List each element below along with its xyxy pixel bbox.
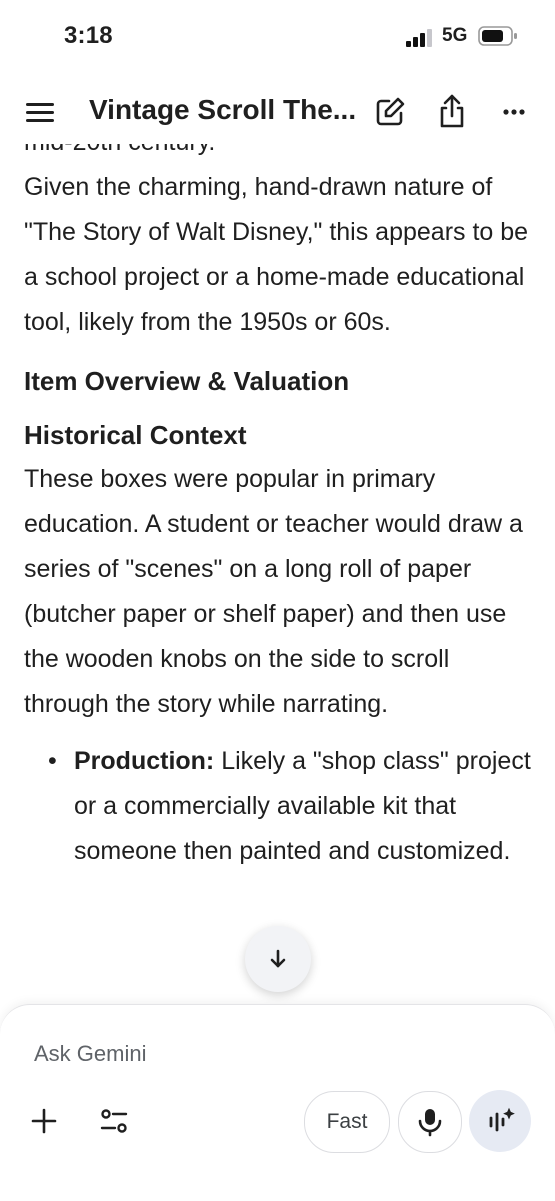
edit-button[interactable] xyxy=(372,94,408,130)
mic-button[interactable] xyxy=(398,1091,462,1153)
menu-button[interactable] xyxy=(22,94,58,130)
app-bar xyxy=(0,80,555,144)
bullet-list xyxy=(24,739,534,874)
bullet-label: Production: xyxy=(74,747,215,775)
edit-icon xyxy=(372,94,408,130)
list-item xyxy=(48,739,534,874)
share-button[interactable] xyxy=(434,92,470,130)
prompt-input[interactable]: Ask Gemini xyxy=(34,1041,147,1066)
paragraph-historical-context: These boxes were popular in primary education. A student or teacher would draw a series of "scenes" on a long roll of paper (butcher paper or shelf paper) and then use the wooden knobs on the side to scroll through the story while narrating. xyxy=(24,465,523,718)
bullet-dot: • xyxy=(48,747,57,775)
model-mode-button[interactable] xyxy=(304,1091,390,1153)
network-label: 5G xyxy=(442,25,468,46)
model-mode-label: Fast xyxy=(326,1110,368,1133)
input-panel xyxy=(0,1004,555,1201)
status-time: 3:18 xyxy=(64,22,113,49)
live-icon xyxy=(485,1106,515,1136)
share-icon xyxy=(434,92,470,130)
battery-icon xyxy=(478,26,518,46)
arrow-down-icon xyxy=(266,947,290,971)
signal-icon xyxy=(406,29,434,47)
add-button[interactable] xyxy=(26,1103,62,1139)
tools-icon xyxy=(96,1103,132,1139)
heading-historical-context: Historical Context xyxy=(24,420,247,450)
paragraph-intro: Given the charming, hand-drawn nature of "The Story of Walt Disney," this appears to be a school project or a home-made educational tool, likely from the 1950s or 60s. xyxy=(24,173,529,336)
live-button[interactable] xyxy=(469,1090,531,1152)
heading-item-overview: Item Overview & Valuation xyxy=(24,366,350,396)
mic-icon xyxy=(416,1107,444,1137)
more-icon xyxy=(496,94,532,130)
scroll-to-bottom-button[interactable] xyxy=(245,926,311,992)
conversation-title[interactable]: Vintage Scroll The... xyxy=(89,94,357,125)
menu-icon xyxy=(22,94,58,130)
tools-button[interactable] xyxy=(96,1103,132,1139)
plus-icon xyxy=(26,1103,62,1139)
status-bar xyxy=(0,0,555,72)
bullet-text: Likely a "shop class" project or a commercially available kit that someone then painted and customized. xyxy=(74,747,531,865)
more-options-button[interactable] xyxy=(496,94,532,130)
chat-response[interactable] xyxy=(0,144,555,1006)
